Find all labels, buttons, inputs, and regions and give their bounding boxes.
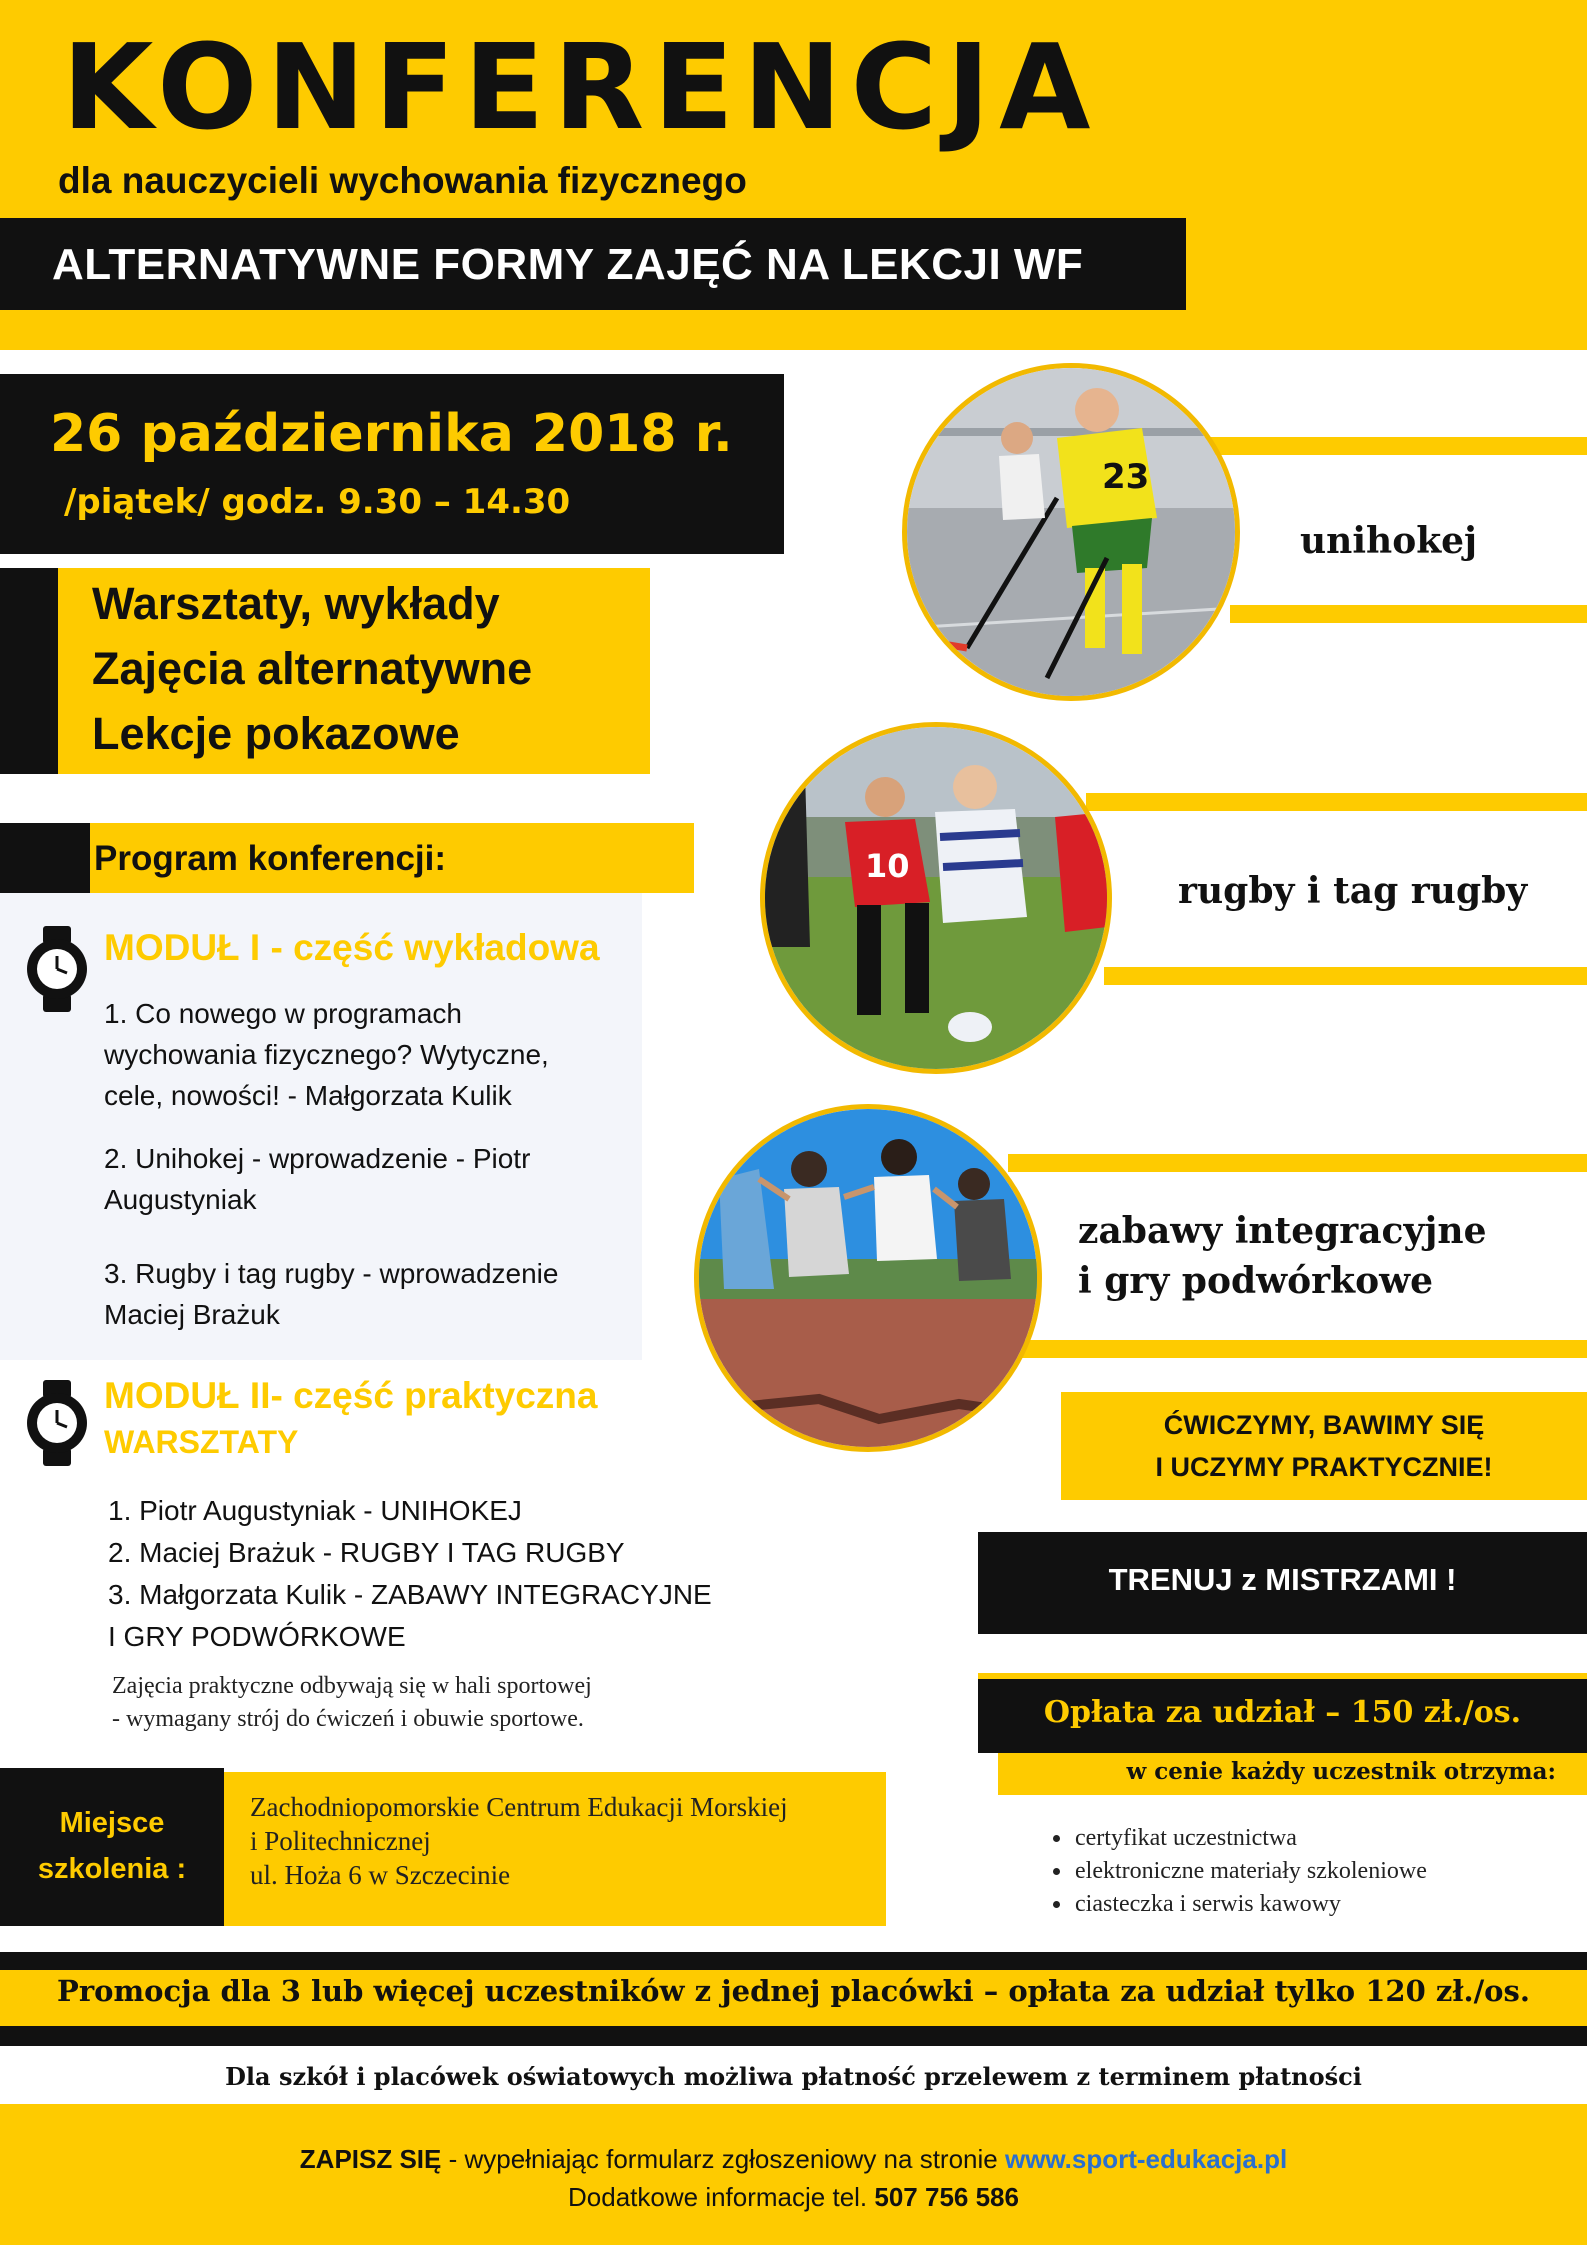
fee-item: elektroniczne materiały szkoleniowe: [1075, 1858, 1427, 1884]
slogan-line: ĆWICZYMY, BAWIMY SIĘ: [1163, 1410, 1485, 1440]
footer-contact: [0, 2182, 1587, 2213]
module2-subtitle: WARSZTATY: [104, 1424, 299, 1460]
event-time: /piątek/ godz. 9.30 – 14.30: [64, 482, 571, 522]
sport-label: unihokej: [1300, 520, 1478, 562]
fee-title: Opłata za udział – 150 zł./os.: [1043, 1695, 1522, 1730]
highlight-item: Zajęcia alternatywne: [92, 643, 533, 694]
sport-band: [1230, 605, 1587, 623]
module2-title: MODUŁ II- część praktyczna: [104, 1375, 598, 1416]
module2-list: 1. Piotr Augustyniak - UNIHOKEJ 2. Maciej Brażuk - RUGBY I TAG RUGBY 3. Małgorzata Kulik - ZABAWY INTEGRACYJNE I GRY PODWÓRKOWE: [108, 1495, 712, 1652]
module1-title: MODUŁ I - część wykładowa: [104, 927, 600, 968]
sport-band: [1022, 1340, 1587, 1358]
fee-accent: [978, 1673, 1587, 1679]
unihokej-photo: [902, 363, 1240, 701]
sport-band: [1008, 1154, 1587, 1172]
sport-band: [1086, 793, 1587, 811]
fee-item: certyfikat uczestnictwa: [1075, 1825, 1297, 1851]
svg-text:10: 10: [865, 847, 910, 885]
date-box: [0, 374, 784, 554]
promo-text: Promocja dla 3 lub więcej uczestników z jednej placówki – opłata za udział tylko 120 zł./os.: [57, 1974, 1530, 2008]
payment-note: Dla szkół i placówek oświatowych możliwa płatność przelewem z terminem płatności: [225, 2062, 1362, 2091]
contact-text: Dodatkowe informacje tel.: [568, 2182, 868, 2212]
module2-note: Zajęcia praktyczne odbywają się w hali sportowej - wymagany strój do ćwiczeń i obuwie sportowe.: [112, 1673, 592, 1732]
rugby-photo: [760, 722, 1112, 1074]
highlight-item: Warsztaty, wykłady: [92, 578, 500, 629]
page-title: KONFERENCJA: [62, 18, 1100, 156]
sport-band: [1104, 967, 1587, 985]
slogan-box: [1061, 1392, 1587, 1500]
place-label: Miejsce szkolenia :: [37, 1807, 187, 1885]
footer-signup: [0, 2144, 1587, 2175]
promo-divider: [0, 2026, 1587, 2046]
trenuj-slogan: TRENUJ z MISTRZAMI !: [1108, 1562, 1457, 1597]
program-title: Program konferencji:: [94, 839, 447, 878]
module1-item: 1. Co nowego w programach wychowania fizycznego? Wytyczne, cele, nowości! - Małgorzata Kulik: [104, 998, 549, 1111]
svg-text:23: 23: [1102, 457, 1150, 497]
highlights-accent: [0, 568, 58, 774]
sport-label: zabawy integracyjne i gry podwórkowe: [1078, 1210, 1487, 1302]
fee-subtitle: w cenie każdy uczestnik otrzyma:: [1126, 1758, 1556, 1785]
highlight-item: Lekcje pokazowe: [92, 708, 460, 759]
website-link[interactable]: www.sport-edukacja.pl: [1004, 2144, 1288, 2174]
sport-band: [1194, 437, 1587, 455]
signup-label: ZAPISZ SIĘ: [299, 2144, 442, 2174]
promo-divider: [0, 1952, 1587, 1970]
watch-icon: [26, 926, 88, 1012]
watch-icon: [26, 1380, 88, 1466]
module1-item: 2. Unihokej - wprowadzenie - Piotr Augustyniak: [104, 1143, 531, 1215]
sport-label: rugby i tag rugby: [1178, 870, 1528, 912]
program-accent: [0, 823, 90, 893]
phone-number: 507 756 586: [874, 2182, 1019, 2212]
games-photo: [694, 1104, 1042, 1452]
topic-heading: ALTERNATYWNE FORMY ZAJĘĆ NA LEKCJI WF: [52, 240, 1084, 289]
signup-text: - wypełniając formularz zgłoszeniowy na stronie: [448, 2144, 998, 2174]
slogan-line: I UCZYMY PRAKTYCZNIE!: [1155, 1452, 1493, 1482]
place-address: Zachodniopomorskie Centrum Edukacji Morskiej i Politechnicznej ul. Hoża 6 w Szczecinie: [250, 1792, 788, 1890]
fee-item: ciasteczka i serwis kawowy: [1075, 1891, 1341, 1917]
event-date: 26 października 2018 r.: [50, 404, 733, 464]
page-subtitle: dla nauczycieli wychowania fizycznego: [58, 160, 747, 201]
module1-item: 3. Rugby i tag rugby - wprowadzenie Maciej Brażuk: [104, 1258, 559, 1330]
